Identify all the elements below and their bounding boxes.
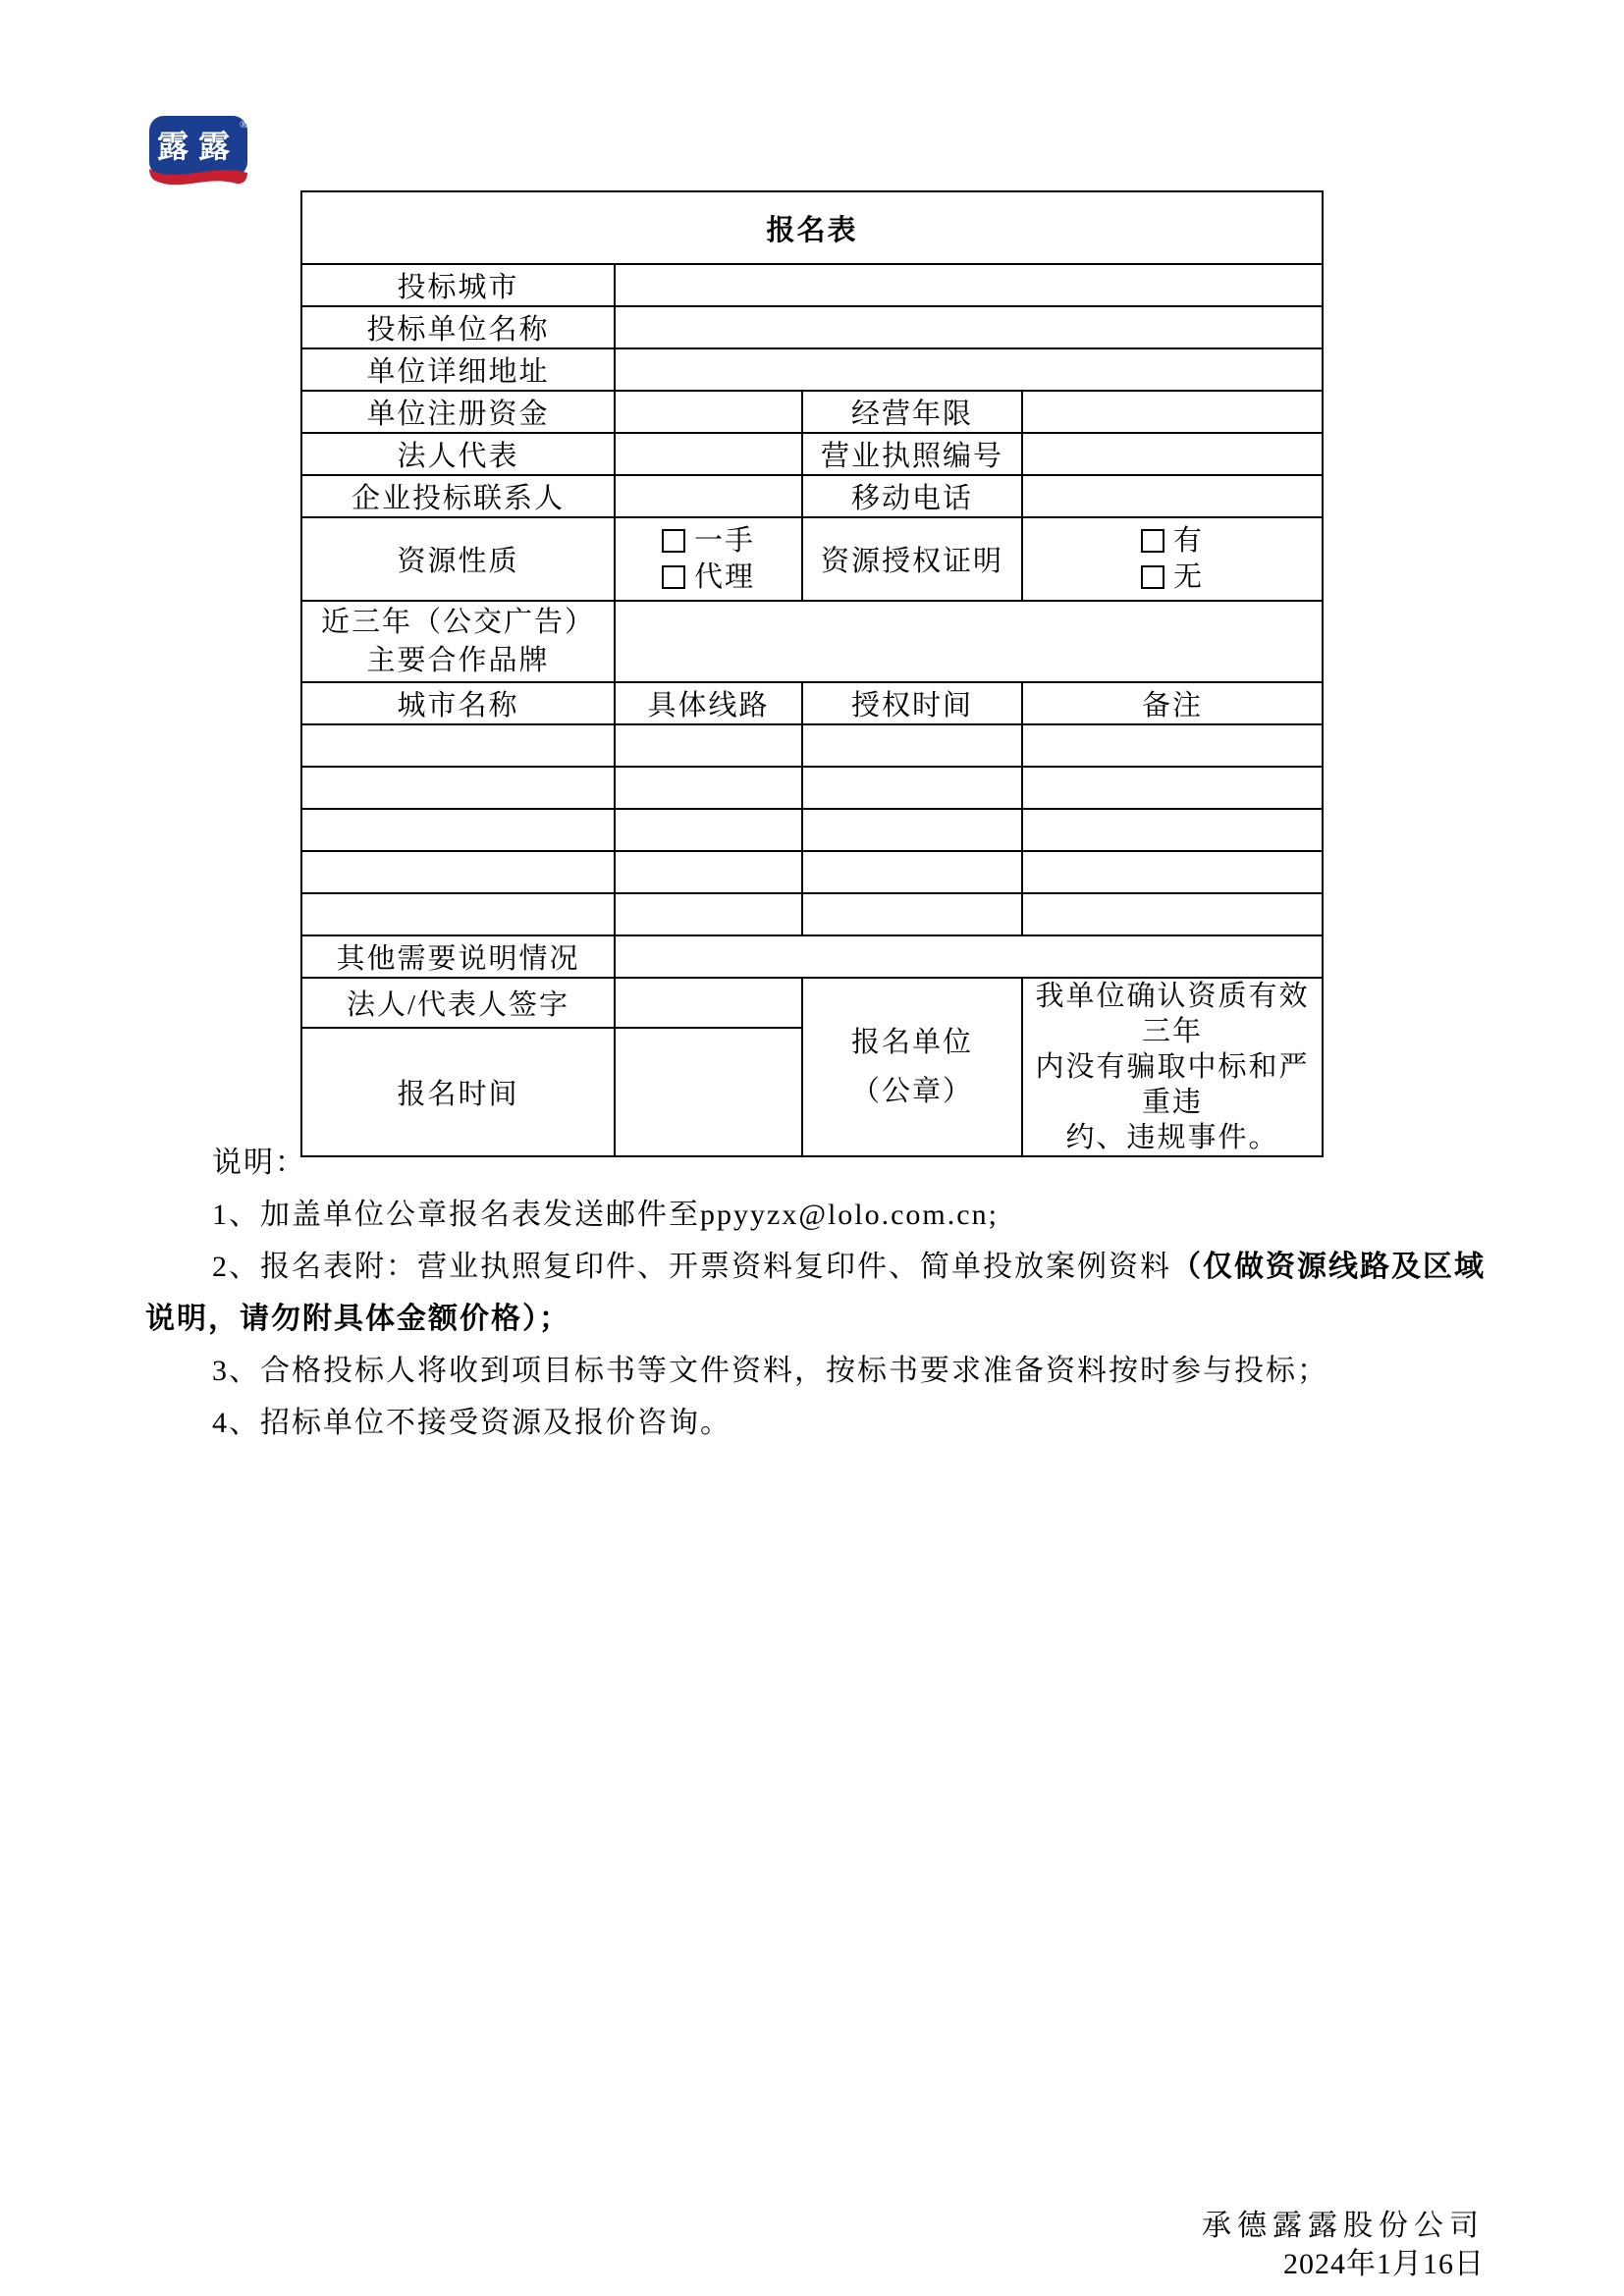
label-legal-rep-signature: 法人/代表人签字: [301, 978, 615, 1028]
list-row-3: [301, 809, 1323, 851]
form-title-row: [301, 191, 1323, 264]
label-registered-capital: 单位注册资金: [301, 391, 615, 433]
note-item-4: 4、招标单位不接受资源及报价咨询。: [212, 1407, 731, 1439]
row-bid-city: [301, 264, 1323, 306]
checkbox-icon[interactable]: [662, 529, 685, 553]
input-remark-4[interactable]: [1022, 851, 1323, 893]
label-operating-years: 经营年限: [802, 391, 1022, 433]
input-route-5[interactable]: [615, 893, 802, 935]
declaration-line: 我单位确认资质有效 三年: [1035, 981, 1310, 1047]
option-no-label: 无: [1173, 561, 1205, 593]
row-bidder-name: [301, 306, 1323, 348]
row-recent-brands: [301, 601, 1323, 682]
notes-section: [145, 1137, 1492, 1449]
input-city-5[interactable]: [301, 893, 615, 935]
checkbox-icon[interactable]: [1141, 529, 1164, 553]
label-legal-representative: 法人代表: [301, 433, 615, 475]
input-bid-contact-person[interactable]: [615, 475, 802, 517]
notes-heading: 说明：: [212, 1147, 306, 1179]
checkbox-icon[interactable]: [1141, 565, 1164, 589]
label-recent-cooperation-brands: [301, 601, 615, 682]
option-first-hand-label: 一手: [693, 524, 755, 557]
input-time-1[interactable]: [802, 724, 1022, 767]
label-line: 主要合作品牌: [366, 644, 550, 676]
column-header-authorization-time: 授权时间: [802, 682, 1022, 724]
list-row-5: [301, 893, 1323, 935]
row-signature: [301, 978, 1323, 1028]
input-legal-representative[interactable]: [615, 433, 802, 475]
row-legal-rep-license: [301, 433, 1323, 475]
resource-nature-options: [615, 517, 802, 601]
lolo-logo-icon: [145, 112, 255, 194]
note-item-1: 1、加盖单位公章报名表发送邮件至ppyyzx@lolo.com.cn;: [212, 1199, 999, 1231]
input-remark-5[interactable]: [1022, 893, 1323, 935]
input-operating-years[interactable]: [1022, 391, 1323, 433]
note-item-3: 3、合格投标人将收到项目标书等文件资料，按标书要求准备资料按时参与投标；: [212, 1355, 1328, 1387]
option-has-label: 有: [1173, 524, 1205, 557]
option-first-hand[interactable]: [620, 523, 797, 560]
input-recent-cooperation-brands[interactable]: [615, 601, 1323, 682]
option-no-authorization[interactable]: [1027, 560, 1318, 596]
input-remark-3[interactable]: [1022, 809, 1323, 851]
declaration-line: 约、违规事件。: [1065, 1122, 1279, 1153]
registration-form-table: [300, 190, 1324, 1157]
note-item-2-normal: 2、报名表附：营业执照复印件、开票资料复印件、简单投放案例资料: [212, 1251, 1171, 1283]
resource-authorization-options: [1022, 517, 1323, 601]
list-row-4: [301, 851, 1323, 893]
input-city-3[interactable]: [301, 809, 615, 851]
form-title: 报名表: [301, 191, 1323, 264]
list-row-1: [301, 724, 1323, 767]
input-company-address[interactable]: [615, 348, 1323, 391]
row-resource-nature: [301, 517, 1323, 601]
input-mobile-phone[interactable]: [1022, 475, 1323, 517]
seal-cell: [802, 978, 1022, 1156]
input-registered-capital[interactable]: [615, 391, 802, 433]
label-registration-time: 报名时间: [301, 1028, 615, 1156]
input-time-5[interactable]: [802, 893, 1022, 935]
label-line: 近三年（公交广告）: [320, 606, 595, 638]
input-time-2[interactable]: [802, 767, 1022, 809]
option-agent-label: 代理: [693, 561, 755, 593]
input-legal-rep-signature[interactable]: [615, 978, 802, 1028]
list-row-2: [301, 767, 1323, 809]
input-other-notes[interactable]: [615, 935, 1323, 978]
label-bid-city: 投标城市: [301, 264, 615, 306]
option-agent[interactable]: [620, 560, 797, 596]
column-header-remarks: 备注: [1022, 682, 1323, 724]
input-city-4[interactable]: [301, 851, 615, 893]
note-item-2-bold: （仅做资源线路及区域说明，请勿附具体金额价格）；: [145, 1251, 1486, 1335]
input-time-4[interactable]: [802, 851, 1022, 893]
row-capital-years: [301, 391, 1323, 433]
option-has-authorization[interactable]: [1027, 523, 1318, 560]
input-city-1[interactable]: [301, 724, 615, 767]
footer-company-name: 承德露露股份公司: [1202, 2210, 1485, 2242]
input-remark-1[interactable]: [1022, 724, 1323, 767]
input-city-2[interactable]: [301, 767, 615, 809]
column-header-specific-routes: 具体线路: [615, 682, 802, 724]
input-time-3[interactable]: [802, 809, 1022, 851]
footer-date: 2024年1月16日: [1283, 2248, 1485, 2280]
column-header-city-name: 城市名称: [301, 682, 615, 724]
row-company-address: [301, 348, 1323, 391]
checkbox-icon[interactable]: [662, 565, 685, 589]
seal-line: 报名单位: [850, 1027, 973, 1058]
row-contact-phone: [301, 475, 1323, 517]
label-business-license-no: 营业执照编号: [802, 433, 1022, 475]
lolo-logo: [145, 112, 255, 194]
input-route-1[interactable]: [615, 724, 802, 767]
registered-trademark-icon: ®: [240, 119, 248, 131]
label-company-address: 单位详细地址: [301, 348, 615, 391]
label-bidder-name: 投标单位名称: [301, 306, 615, 348]
label-resource-authorization: 资源授权证明: [802, 517, 1022, 601]
input-route-2[interactable]: [615, 767, 802, 809]
label-bid-contact-person: 企业投标联系人: [301, 475, 615, 517]
row-other-notes: [301, 935, 1323, 978]
row-list-header: [301, 682, 1323, 724]
input-remark-2[interactable]: [1022, 767, 1323, 809]
input-route-4[interactable]: [615, 851, 802, 893]
input-route-3[interactable]: [615, 809, 802, 851]
label-resource-nature: 资源性质: [301, 517, 615, 601]
seal-line: （公章）: [850, 1076, 973, 1107]
footer: [1202, 2207, 1485, 2283]
input-bidder-name[interactable]: [615, 306, 1323, 348]
declaration-text: [1022, 978, 1323, 1156]
input-business-license-no[interactable]: [1022, 433, 1323, 475]
note-item-2: [145, 1241, 1492, 1345]
input-bid-city[interactable]: [615, 264, 1323, 306]
label-other-notes: 其他需要说明情况: [301, 935, 615, 978]
label-mobile-phone: 移动电话: [802, 475, 1022, 517]
logo-brand-text: 露露: [156, 129, 241, 164]
declaration-line: 内没有骗取中标和严重违: [1035, 1051, 1310, 1118]
